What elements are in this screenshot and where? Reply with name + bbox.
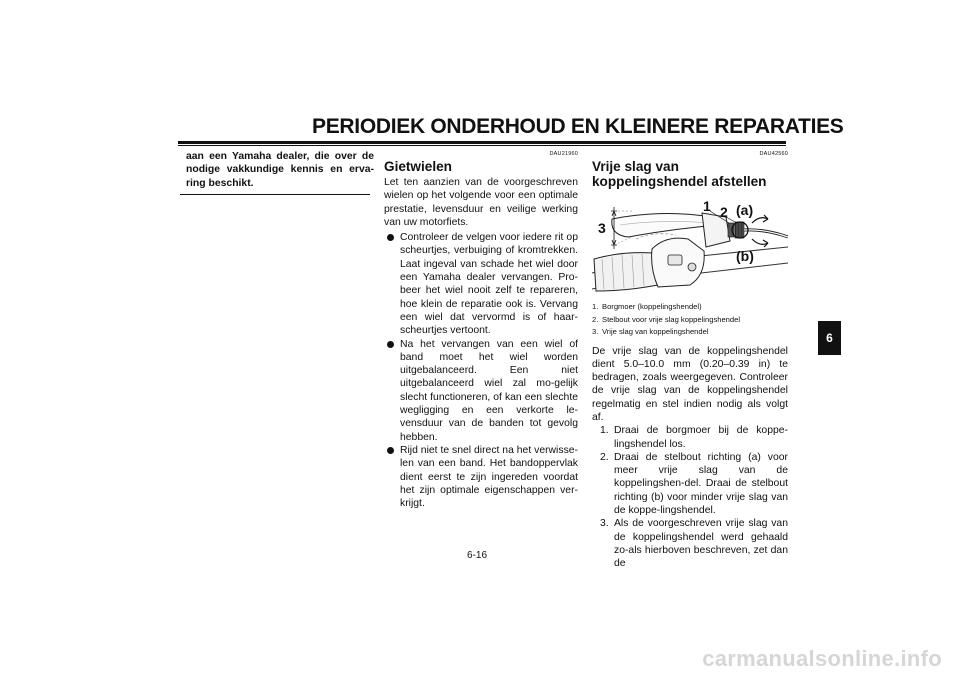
caption-number: 1. (592, 302, 599, 311)
header-rule-thin (178, 145, 786, 146)
bullet-icon (387, 341, 394, 348)
caption-text: Borgmoer (koppelingshendel) (602, 302, 702, 311)
step-text: Draai de borgmoer bij de koppe-lingshendel los. (614, 425, 788, 450)
bullet-item (384, 338, 578, 444)
label-1: 1 (703, 198, 711, 214)
figure-captions (592, 301, 788, 339)
page-header-title: PERIODIEK ONDERHOUD EN KLEINERE REPARATIES (312, 115, 844, 138)
caption-item (592, 326, 788, 339)
caption-text: Vrije slag van koppelingshendel (602, 327, 709, 336)
caption-text: Stelbout voor vrije slag koppelingshendel (602, 314, 741, 324)
bullet-icon (387, 234, 394, 241)
step-list (592, 424, 788, 570)
step-item (592, 517, 788, 570)
step-number: 1. (600, 425, 609, 437)
step-item (592, 424, 788, 451)
column-right (592, 150, 788, 571)
bullet-text: Na het vervangen van een wiel of band moet het wiel worden uitgebalanceerd. Een niet uitgebalanceerd wiel zal mo-gelijk slecht functioneren, of kan een slechte wegligging en een verkorte le-vensduur van de banden tot gevolg hebben. (400, 338, 578, 443)
step-number: 2. (600, 451, 609, 463)
chapter-tab[interactable]: 6 (818, 321, 841, 355)
bullet-item (384, 444, 578, 510)
step-number: 3. (600, 518, 609, 530)
bullet-text: Controleer de velgen voor iedere rit op scheurtjes, verbuiging of kromtrekken. Laat ingeval van schade het wiel door een Yamaha dealer vervangen. Pro-beer het wiel nooit zelf te repareren, hoe klein de reparatie ook is. Vervang een wiel dat vervormd is of haar-scheurtjes vertoont. (400, 232, 578, 337)
step-text: Als de voorgeschreven vrije slag van de koppelingshendel werd gehaald zo-als hierboven beschreven, zet dan de (614, 518, 788, 570)
label-b: (b) (736, 248, 754, 264)
bullet-icon (387, 447, 394, 454)
section-code: DAU21960 (549, 151, 578, 157)
warning-rule (180, 194, 370, 195)
column-middle (384, 150, 578, 510)
section-heading-wheels: Gietwielen (384, 159, 452, 174)
watermark: carmanualsonline.info (702, 646, 942, 671)
step-text: Draai de stelbout richting (a) voor meer vrije slag van de koppelingshen-del. Draai de stelbout richting (b) voor minder vrije slag van de koppe-lingshendel. (614, 451, 788, 517)
clutch-lever-drawing (592, 195, 788, 293)
label-a: (a) (736, 202, 754, 218)
step-item (592, 451, 788, 517)
bullet-text: Rijd niet te snel direct na het verwisse-len van een band. Het bandoppervlak dient eerst te zijn ingereden voordat het zijn optimale eigenschappen ver-krijgt. (400, 444, 578, 510)
section-code: DAU42560 (759, 151, 788, 157)
caption-item (592, 314, 788, 327)
label-2: 2 (720, 204, 728, 220)
bullet-list (384, 231, 578, 510)
caption-item (592, 301, 788, 314)
clutch-body-text: De vrije slag van de koppelingshendel dient 5.0–10.0 mm (0.20–0.39 in) te bedragen, zoals weergegeven. Controleer de vrije slag van de koppelingshendel regelmatig en stel indien nodig als volgt af. (592, 345, 788, 423)
column-left (186, 150, 374, 195)
warning-continuation: aan een Yamaha dealer, die over de nodige vakkundige kennis en erva-ring beschikt. (186, 151, 374, 189)
section-intro: Let ten aanzien van de voorgeschreven wielen op het volgende voor een optimale prestatie, levensduur en veilige werking van uw motorfiets. (384, 177, 578, 228)
page-number: 6-16 (466, 550, 487, 561)
clutch-lever-illustration (592, 195, 788, 293)
label-3: 3 (598, 220, 606, 236)
caption-number: 3. (592, 327, 599, 336)
section-heading-clutch: Vrije slag van koppelingshendel afstellen (592, 159, 767, 189)
caption-number: 2. (592, 314, 599, 324)
bullet-item (384, 231, 578, 337)
header-rule (178, 141, 786, 144)
